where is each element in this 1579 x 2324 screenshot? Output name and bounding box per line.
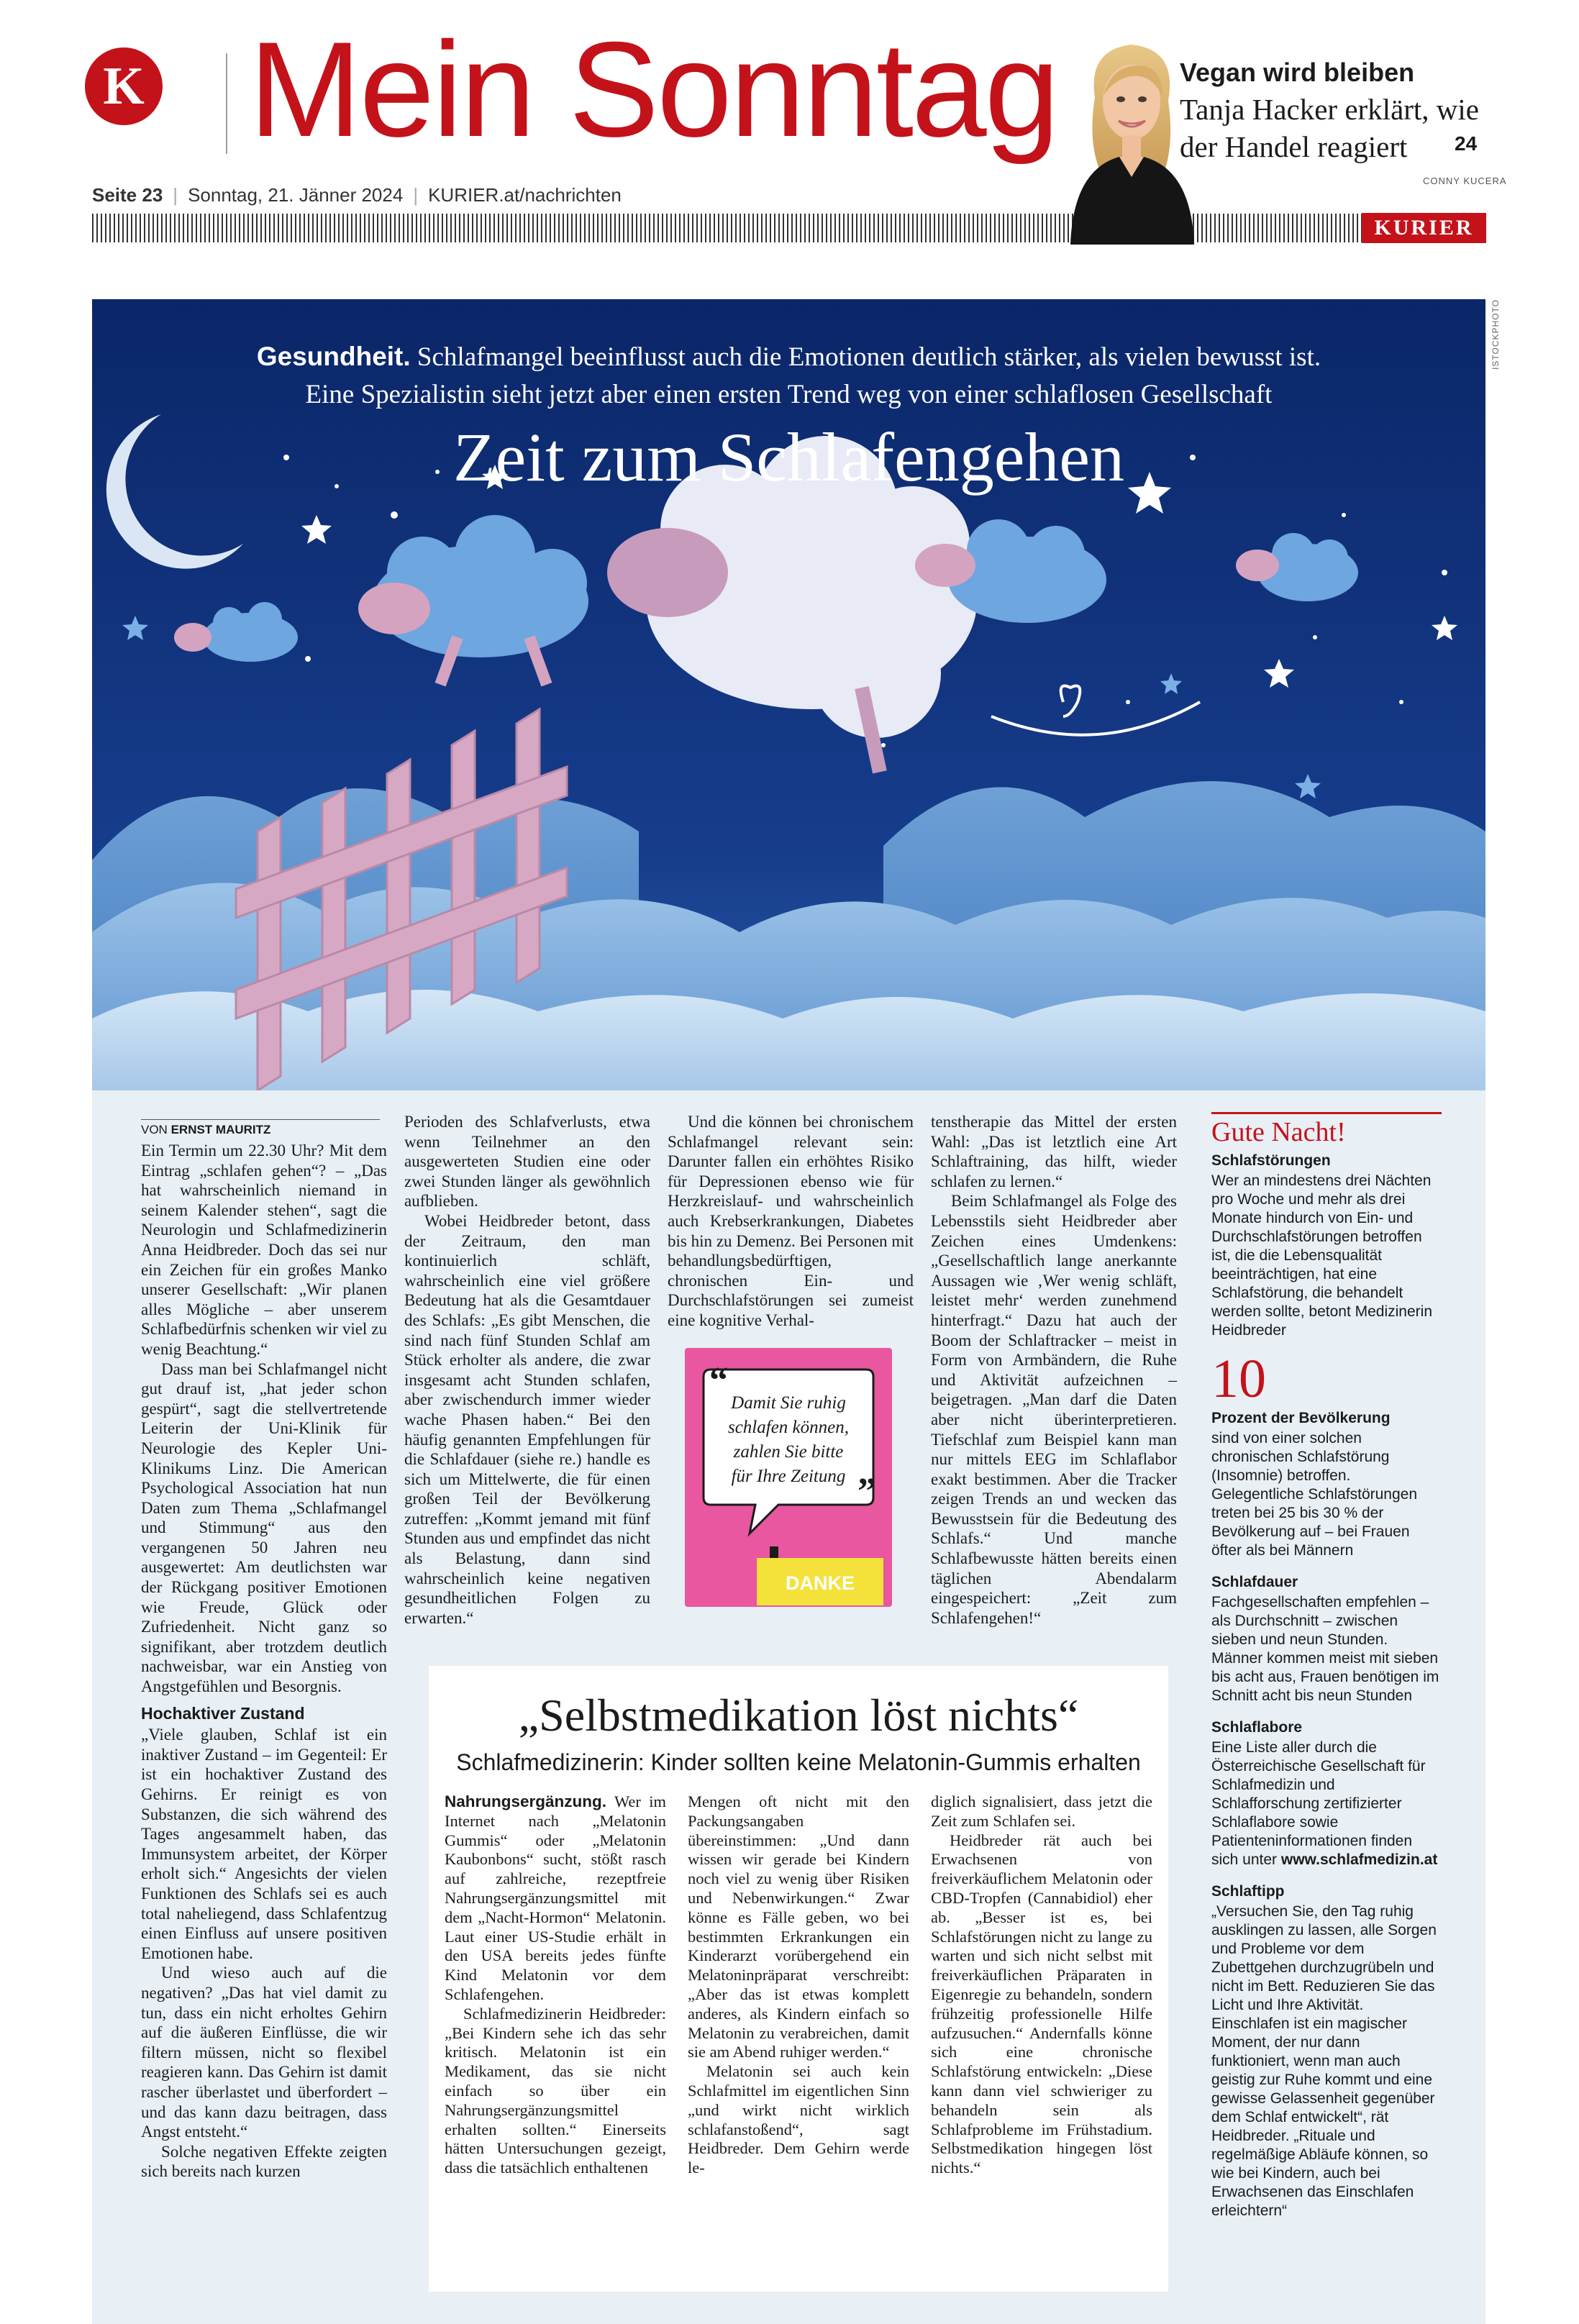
- sub-headline: „Selbstmedikation löst nichts“: [518, 1690, 1079, 1741]
- paragraph: Beim Schlafmangel als Folge des Lebensstils sieht Heidbreder aber Zeichen eines Umdenkens: „Gesellschaftlich lange anerkannte Aussagen wie ‚Wer wenig schläft, leistet mehr‘ werden zunehmend hinterfragt.“ Dazu hat auch der Boom der Schlaftracker – meist in Form von Armbändern, die Ruhe und Aktivität aufzeichnen – beigetragen. „Man darf die Daten aber nicht überinterpretieren. Tiefschlaf zum Beispiel kann man nur mittels EEG im Schlaflabor exakt bestimmen. Aber die Tracker zeigen Trends an und wecken das Bewusstsein für die Bedeutung des Schlafs.“ Und manche Schlafbewusste hätten bereits einen täglichen Abendalarm eingespeichert: „Zeit zum Schlafengehen!“: [931, 1192, 1177, 1627]
- paragraph: Und wieso auch auf die negativen? „Das hat viel damit zu tun, dass ein nicht erholtes Gehirn auf die äußeren Einflüsse, die wir filtern müssen, nicht so flexibel reagieren kann. Das Gehirn ist damit rascher überlastet und überfordert – und das kann dazu beitragen, dass Angst entsteht.“: [141, 1964, 387, 2141]
- promo-line: für Ihre Zeitung: [731, 1467, 846, 1486]
- issue-date: Sonntag, 21. Jänner 2024: [188, 184, 404, 206]
- teaser-page-number: 24: [1455, 132, 1478, 155]
- brand-label: KURIER: [1374, 216, 1474, 240]
- teaser-headline[interactable]: [1180, 91, 1479, 165]
- kurier-logo: [85, 47, 163, 125]
- sidebox-heading: Schlaflabore: [1211, 1719, 1303, 1736]
- paragraph: Dass man bei Schlafmangel nicht gut drauf ist, „hat jeder schon gespürt“, sagt die stellvertretende Leiterin der Uni-Klinik für Neurologie des Kepler Uni-Klinikums Linz. Die American Psychological Association hat nun Daten zum Thema „Schlafmangel und Stimmung“ aus den vergangenen 50 Jahren neu ausgewertet: Am deutlichsten war der Rückgang positiver Emotionen wie Freude, Glück oder Zufriedenheit. Nicht ganz so signifikant, aber trotzdem deutlich nachweisbar, war ein Anstieg von Angstgefühlen und Besorgnis.: [141, 1359, 387, 1696]
- promo-graphic: [685, 1348, 892, 1607]
- paragraph: tenstherapie das Mittel der ersten Wahl: „Das ist letztlich eine Art Schlaftraining, das hilft, wieder schlafen zu lernen.“: [931, 1113, 1177, 1190]
- hero-lead: [92, 338, 1485, 414]
- info-sidebox: [1211, 1112, 1442, 2220]
- logo-letter: K: [103, 56, 145, 116]
- meta-line: [92, 184, 622, 206]
- sidebox-title: Gute Nacht!: [1211, 1117, 1346, 1147]
- subheading: Hochaktiver Zustand: [141, 1703, 305, 1723]
- paragraph: Heidbreder rät auch bei Erwachsenen von freiverkäuflichem Melatonin oder CBD-Tropfen (Cannabidiol) eher ab. „Besser ist es, bei Schlafstörungen nicht zu lange zu warten und sich nicht selbst mit freiverkäuflichen Präparaten in Eigenregie zu behandeln, sondern frühzeitig professionelle Hilfe aufzusuchen.“ Andernfalls könne sich eine chronische Schlafstörung entwickeln: „Diese kann dann viel schwieriger zu behandeln sein als Schlafprobleme im Frühstadium. Selbstmedikation hingegen löst nichts.“: [931, 1831, 1152, 2177]
- hero-kicker: Gesundheit.: [256, 342, 411, 371]
- sub-kicker: Nahrungsergänzung.: [445, 1792, 607, 1810]
- hero-lead-text: Schlafmangel beeinflusst auch die Emotionen deutlich stärker, als vielen bewusst ist.: [417, 342, 1321, 372]
- paragraph: diglich signalisiert, dass jetzt die Zeit zum Schlafen sei.: [931, 1792, 1152, 1830]
- paragraph: Ein Termin um 22.30 Uhr? Mit dem Eintrag „schlafen gehen“? – „Das hat wahrscheinlich niemand in seinem Kalender stehen“, sagt die Neurologin und Schlafmedizinerin Anna Heidbreder. Doch das sei nur ein Zeichen für ein großes Manko unserer Gesellschaft: „Wir planen alles Mögliche – aber unserem Schlafbedürfnis schenken wir viel zu wenig Beachtung.“: [141, 1142, 387, 1358]
- promo-line: schlafen können,: [727, 1418, 850, 1437]
- hero-lead-line: [92, 338, 1485, 376]
- sub-article: [429, 1666, 1168, 2292]
- teaser-kicker: Vegan wird bleiben: [1180, 58, 1415, 87]
- sub-column-2: [688, 1792, 909, 2178]
- promo-line: zahlen Sie bitte: [733, 1442, 844, 1462]
- sidebox-text-part: Eine Liste aller durch die Österreichische Gesellschaft für Schlafmedizin und Schlafforschung zertifizierter Schlaflabore sowie Patienteninformationen finden sich unter: [1211, 1739, 1426, 1868]
- sidebox-text: Wer an mindestens drei Nächten pro Woche und mehr als drei Monate hindurch von Ein- und Durchschlafstörungen betroffen ist, die die Lebensqualität beeinträchtigen, hat eine Schlafstörung, die behandelt werden sollte, betont Medizinerin Heidbreder: [1211, 1172, 1433, 1339]
- hero-lead-line: Eine Spezialistin sieht jetzt aber einen ersten Trend weg von einer schlaflosen Gesellschaft: [305, 380, 1273, 409]
- section-title: Mein Sonntag: [249, 14, 1058, 165]
- sub-column-3: [931, 1792, 1152, 2178]
- byline-prefix: VON: [141, 1123, 168, 1136]
- article-column-3: [668, 1112, 914, 1331]
- page-label: Seite 23: [92, 184, 163, 206]
- hero-photo-credit: ISTOCKPHOTO: [1491, 299, 1501, 370]
- quote-close-icon: ”: [857, 1471, 876, 1512]
- hero-illustration: [92, 299, 1485, 1090]
- quote-open-icon: “: [709, 1360, 728, 1401]
- article-column-2: [404, 1112, 650, 1628]
- danke-label: DANKE: [785, 1572, 855, 1594]
- sub-deck: Schlafmedizinerin: Kinder sollten keine Melatonin-Gummis erhalten: [456, 1749, 1141, 1775]
- byline: [141, 1119, 380, 1137]
- sidebox-text: sind von einer solchen chronischen Schlafstörung (Insomnie) betroffen. Gelegentliche Schlafstörungen treten bei 25 bis 30 % der Bevölkerung auf – bei Frauen öfter als bei Männern: [1211, 1430, 1418, 1559]
- sidebox-text: „Versuchen Sie, den Tag ruhig ausklingen zu lassen, alle Sorgen und Probleme vor dem Zubettgehen durchzugrübeln und nicht im Bett. Reduzieren Sie das Licht und Ihre Aktivität. Einschlafen ist ein magischer Moment, der nur dann funktioniert, wenn man auch geistig zur Ruhe kommt und eine gewisse Gelassenheit gegenüber dem Schlaf entwickelt“, rät Heidbreder. „Rituale und regelmäßige Abläufe können, so wie bei Kindern, auch bei Erwachsenen das Einschlafen erleichtern“: [1211, 1903, 1437, 2219]
- article-column-4: [931, 1112, 1177, 1628]
- paragraph: Solche negativen Effekte zeigten sich bereits nach kurzen: [141, 2142, 387, 2181]
- sidebox-text: [1211, 1739, 1442, 1869]
- sidebox-text: Fachgesellschaften empfehlen – als Durchschnitt – zwischen sieben und neun Stunden. Männer kommen meist mit sieben bis acht aus, Frauen benötigen im Schnitt acht bis neun Stunden: [1211, 1594, 1439, 1704]
- paragraph: Und die können bei chronischem Schlafmangel relevant sein: Darunter fallen ein erhöhtes Risiko für Depressionen ebenso wie für Herzkreislauf- und wahrscheinlich auch Krebserkrankungen, Diabetes bis hin zu Demenz. Bei Personen mit behandlungsbedürftigen, chronischen Ein- und Durchschlafstörungen sei zumeist eine kognitive Verhal-: [668, 1113, 914, 1329]
- danke-promo-box[interactable]: [685, 1348, 892, 1607]
- kurier-brand-box: [1362, 213, 1486, 243]
- paragraph: Melatonin sei auch kein Schlafmittel im eigentlichen Sinn „und wirkt nicht wirklich schlafanstoßend“, sagt Heidbreder. Dem Gehirn werde le-: [688, 2062, 909, 2177]
- sidebox-heading: Schlafdauer: [1211, 1574, 1298, 1590]
- main-headline: Zeit zum Schlafengehen: [453, 419, 1124, 496]
- sidebox-heading: Schlaftipp: [1211, 1883, 1285, 1900]
- masthead-divider: [226, 53, 227, 154]
- paragraph: [445, 1792, 666, 2005]
- sidebox-link[interactable]: www.schlafmedizin.at: [1280, 1851, 1438, 1868]
- paragraph: Wobei Heidbreder betont, dass der Zeitraum, den man kontinuierlich schläft, wahrscheinlich eine viel größere Bedeutung hat als die Gesamtdauer des Schlafs: „Es gibt Menschen, die sind nach fünf Stunden Schlaf am Stück erholter als andere, die zwar insgesamt acht Stunden schlafen, aber zwischendurch immer wieder wache Phasen haben.“ Bei den häufig genannten Empfehlungen für die Schlafdauer (siehe re.) handle es sich um Mittelwerte, die für einen großen Teil der Bevölkerung zutreffen: „Kommt jemand mit fünf Stunden aus und empfindet das nicht als Belastung, dann sind wahrscheinlich keine negativen gesundheitlichen Folgen zu erwarten.“: [404, 1211, 650, 1627]
- site-link[interactable]: KURIER.at/nachrichten: [428, 184, 622, 206]
- paragraph-text: Wer im Internet nach „Melatonin Gummis“ oder „Melatonin Kaubonbons“ sucht, stößt rasch auf zahlreiche, rezeptfreie Nahrungsergänzungsmittel mit dem „Nacht-Hormon“ Melatonin. Laut einer US-Studie erhält in den USA bereits jedes fünfte Kind Melatonin vor dem Schlafengehen.: [445, 1792, 666, 2003]
- sidebox-number: 10: [1211, 1349, 1266, 1409]
- sidebox-heading: Schlafstörungen: [1211, 1152, 1331, 1169]
- teaser-headline-line: der Handel reagiert: [1180, 130, 1408, 163]
- article-column-1: [141, 1141, 387, 2182]
- paragraph: Mengen oft nicht mit den Packungsangaben übereinstimmen: „Und dann wissen wir gerade bei Kindern noch viel zu wenig über Risiken und Nebenwirkungen.“ Zwar könne es Fälle geben, wo bei bestimmten Erkrankungen ein Kinderarzt vorübergehend ein Melatoninpräparat verschreibt: „Aber das ist etwas komplett anderes, als Kindern einfach so Melatonin zu verabreichen, damit sie am Abend ruhiger werden.“: [688, 1792, 909, 2061]
- sidebox-heading: Prozent der Bevölkerung: [1211, 1410, 1391, 1426]
- promo-line: Damit Sie ruhig: [731, 1393, 846, 1413]
- teaser-headline-line: Tanja Hacker erklärt, wie: [1180, 93, 1480, 126]
- meta-separator: |: [173, 184, 178, 206]
- meta-separator: |: [413, 184, 419, 206]
- photo-credit: CONNY KUCERA: [1423, 176, 1507, 186]
- sub-column-1: [445, 1792, 666, 2178]
- paragraph: Perioden des Schlafverlusts, etwa wenn Teilnehmer an den ausgewerteten Studien eine oder zwei Stunden länger als gewöhnlich aufblieben.: [404, 1113, 650, 1211]
- author-name: ERNST MAURITZ: [170, 1123, 271, 1136]
- paragraph: „Viele glauben, Schlaf ist ein inaktiver Zustand – im Gegenteil: Er ist ein hochaktiver Zustand des Gehirns. Er reinigt es von Substanzen, die sich während des Tages angesammelt haben, das Immunsystem arbeitet, der Körper erholt sich.“ Angesichts der vielen Funktionen des Schlafs sei es auch total naheliegend, dass Schlafentzug einen Einfluss auf unsere positiven Emotionen habe.: [141, 1726, 387, 1962]
- paragraph: Schlafmedizinerin Heidbreder: „Bei Kindern sehe ich das sehr kritisch. Melatonin ist ein Medikament, das sie nicht einfach so über ein Nahrungsergänzungsmittel erhalten sollten.“ Einerseits hätten Untersuchungen gezeigt, dass die tatsächlich enthaltenen: [445, 2004, 666, 2177]
